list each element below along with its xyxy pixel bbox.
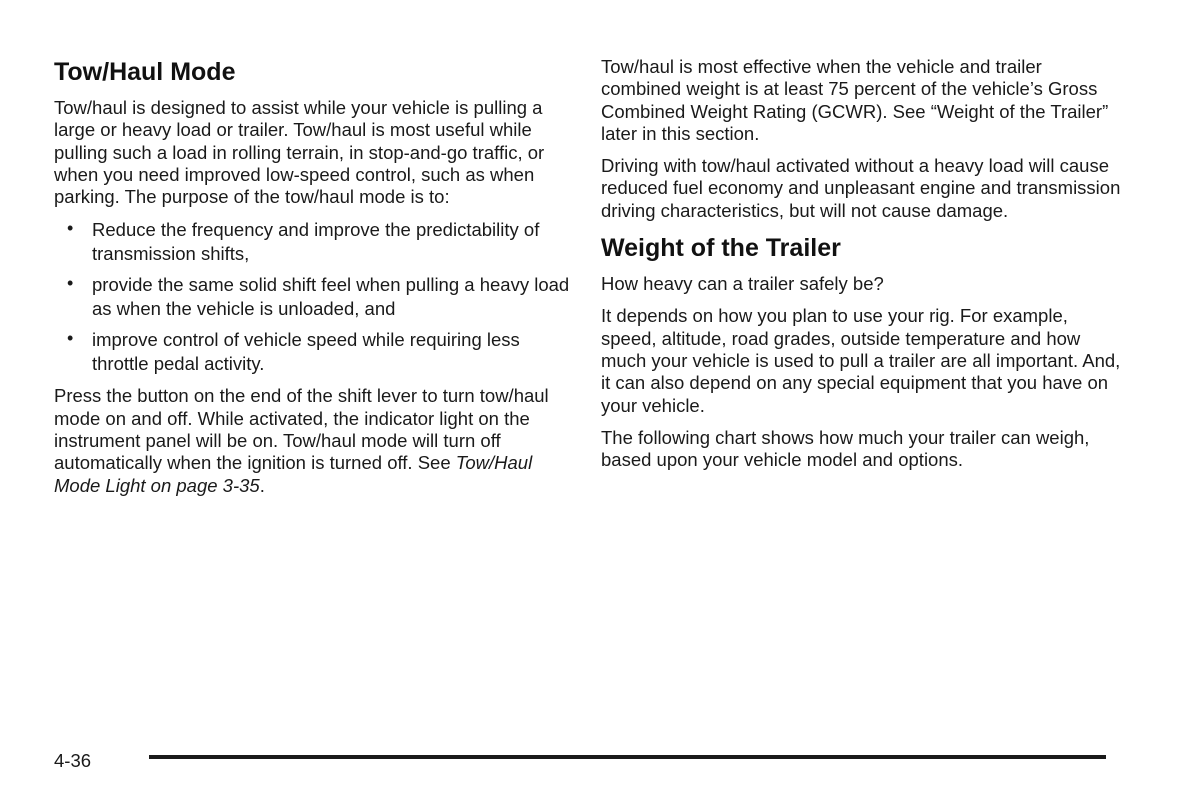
list-item-text: provide the same solid shift feel when pulling a heavy load as when the vehicle is unloaded, and [92, 274, 570, 319]
press-button-paragraph [54, 385, 574, 496]
cross-reference: Tow/Haul Mode Light on page 3-35 [54, 452, 533, 496]
press-button-text: Press the button on the end of the shift lever to turn tow/haul mode on and off. While activated, the indicator light on the instrument panel will be on. Tow/haul mode will turn off automatically when the ignition is turned off. See [54, 385, 549, 474]
left-column [54, 56, 574, 507]
chart-intro-paragraph: The following chart shows how much your trailer can weigh, based upon your vehicle model and options. [601, 426, 1090, 471]
intro-paragraph: Tow/haul is designed to assist while your vehicle is pulling a large or heavy load or trailer. Tow/haul is most useful while pulling such a load in rolling terrain, in stop-and-go traffic, or when you need improved low-speed control, such as when parking. The purpose of the tow/haul mode is to: [54, 97, 545, 208]
list-item [54, 273, 574, 320]
list-item-text: Reduce the frequency and improve the predictability of transmission shifts, [92, 219, 540, 264]
press-button-end: . [259, 474, 265, 496]
list-item-text: improve control of vehicle speed while requiring less throttle pedal activity. [92, 329, 520, 374]
purpose-list [54, 218, 574, 375]
driving-paragraph: Driving with tow/haul activated without a heavy load will cause reduced fuel economy and unpleasant engine and transmission driving characteristics, but will not cause damage. [601, 155, 1121, 221]
page-number: 4-36 [54, 750, 92, 771]
list-item [54, 328, 574, 375]
effectiveness-paragraph: Tow/haul is most effective when the vehicle and trailer combined weight is at least 75 percent of the vehicle’s Gross Combined Weight Rating (GCWR). See “Weight of the Trailer” later in this section. [601, 56, 1109, 144]
bullet-icon: • [67, 218, 74, 239]
section-heading-tow-haul-mode: Tow/Haul Mode [54, 58, 236, 86]
section-heading-weight-of-trailer: Weight of the Trailer [601, 234, 841, 263]
bullet-icon: • [67, 328, 74, 349]
question-paragraph: How heavy can a trailer safely be? [601, 273, 884, 295]
footer-divider [149, 755, 1106, 759]
list-item [54, 218, 574, 265]
depends-paragraph: It depends on how you plan to use your rig. For example, speed, altitude, road grades, outside temperature and how much your vehicle is used to pull a trailer are all important. And, it can also depend on any special equipment that you have on your vehicle. [601, 305, 1121, 416]
right-column [601, 56, 1121, 481]
bullet-icon: • [67, 273, 74, 294]
